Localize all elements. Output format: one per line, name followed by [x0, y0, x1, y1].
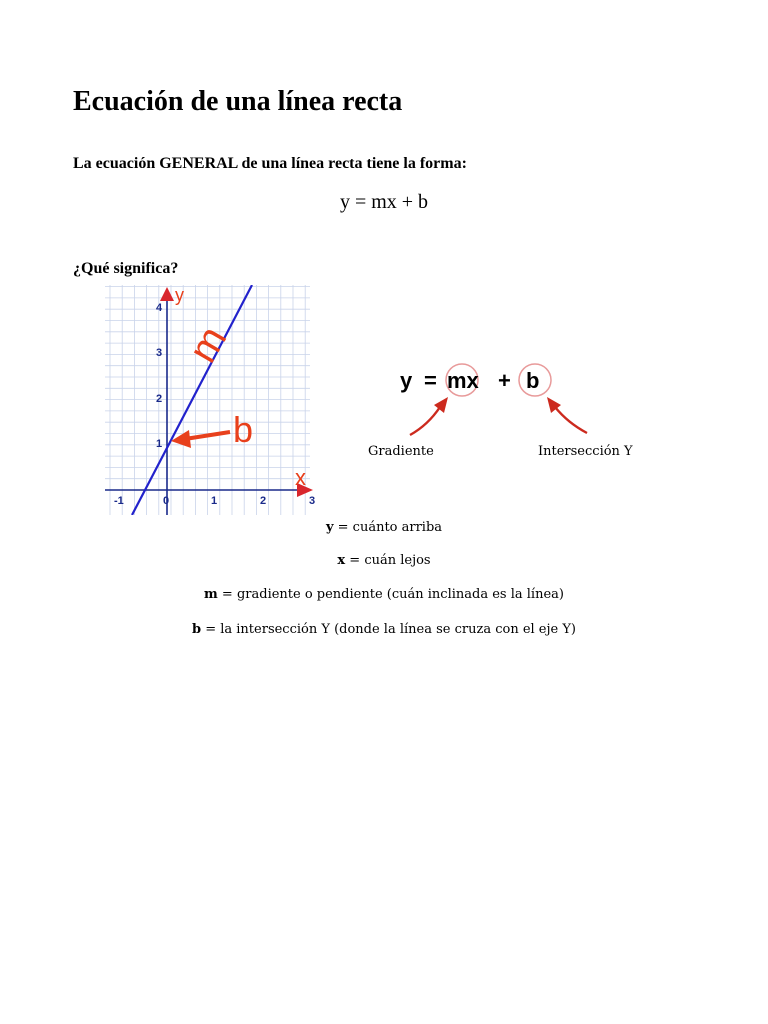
intro-text: La ecuación GENERAL de una línea recta tiene la forma: — [73, 155, 467, 172]
intercept-caption: Intersección Y — [538, 444, 633, 459]
gradient-arrow-icon — [410, 397, 448, 435]
intercept-arrow-icon — [171, 430, 230, 448]
y-axis-label: y — [175, 285, 184, 305]
slope-label: m — [180, 319, 236, 370]
x-tick-label: 2 — [260, 495, 267, 507]
y-axis-arrow-icon — [160, 287, 174, 301]
y-tick-label: 4 — [156, 302, 163, 314]
equation-part-b: b — [526, 368, 540, 393]
definition-symbol: y — [325, 520, 334, 535]
definition-text: = cuán lejos — [345, 553, 431, 568]
definition-text: = gradiente o pendiente (cuán inclinada es la línea) — [217, 587, 564, 602]
equation-diagram — [390, 355, 590, 440]
x-tick-label: 0 — [163, 495, 170, 507]
definition-m — [0, 586, 768, 604]
question-heading: ¿Qué significa? — [73, 260, 179, 277]
graph-grid — [105, 285, 310, 515]
equation-part-equals: = — [424, 368, 437, 393]
line-graph-illustration — [105, 285, 315, 515]
definition-symbol: m — [204, 587, 218, 602]
gradient-caption: Gradiente — [368, 444, 434, 459]
definition-symbol: b — [191, 622, 202, 637]
definition-y — [0, 519, 768, 537]
definition-text: = la intersección Y (donde la línea se cruza con el eje Y) — [201, 622, 577, 637]
equation-part-y: y — [400, 368, 413, 393]
x-axis-label: x — [295, 465, 306, 490]
definition-symbol: x — [337, 553, 346, 568]
main-equation: y = mx + b — [339, 191, 429, 213]
intercept-pointer-arrow-icon — [547, 397, 587, 433]
x-tick-label: -1 — [114, 495, 124, 507]
definition-b — [0, 621, 768, 639]
equation-part-plus: + — [498, 368, 511, 393]
x-tick-label: 3 — [309, 495, 315, 507]
page-title: Ecuación de una línea recta — [73, 86, 403, 117]
x-tick-label: 1 — [211, 495, 218, 507]
definition-x — [0, 552, 768, 570]
intercept-label: b — [233, 409, 254, 450]
equation-part-mx: mx — [447, 368, 479, 393]
y-tick-label: 1 — [156, 438, 163, 450]
definition-text: = cuánto arriba — [333, 520, 443, 535]
y-tick-label: 2 — [156, 393, 163, 405]
y-tick-label: 3 — [156, 347, 163, 359]
